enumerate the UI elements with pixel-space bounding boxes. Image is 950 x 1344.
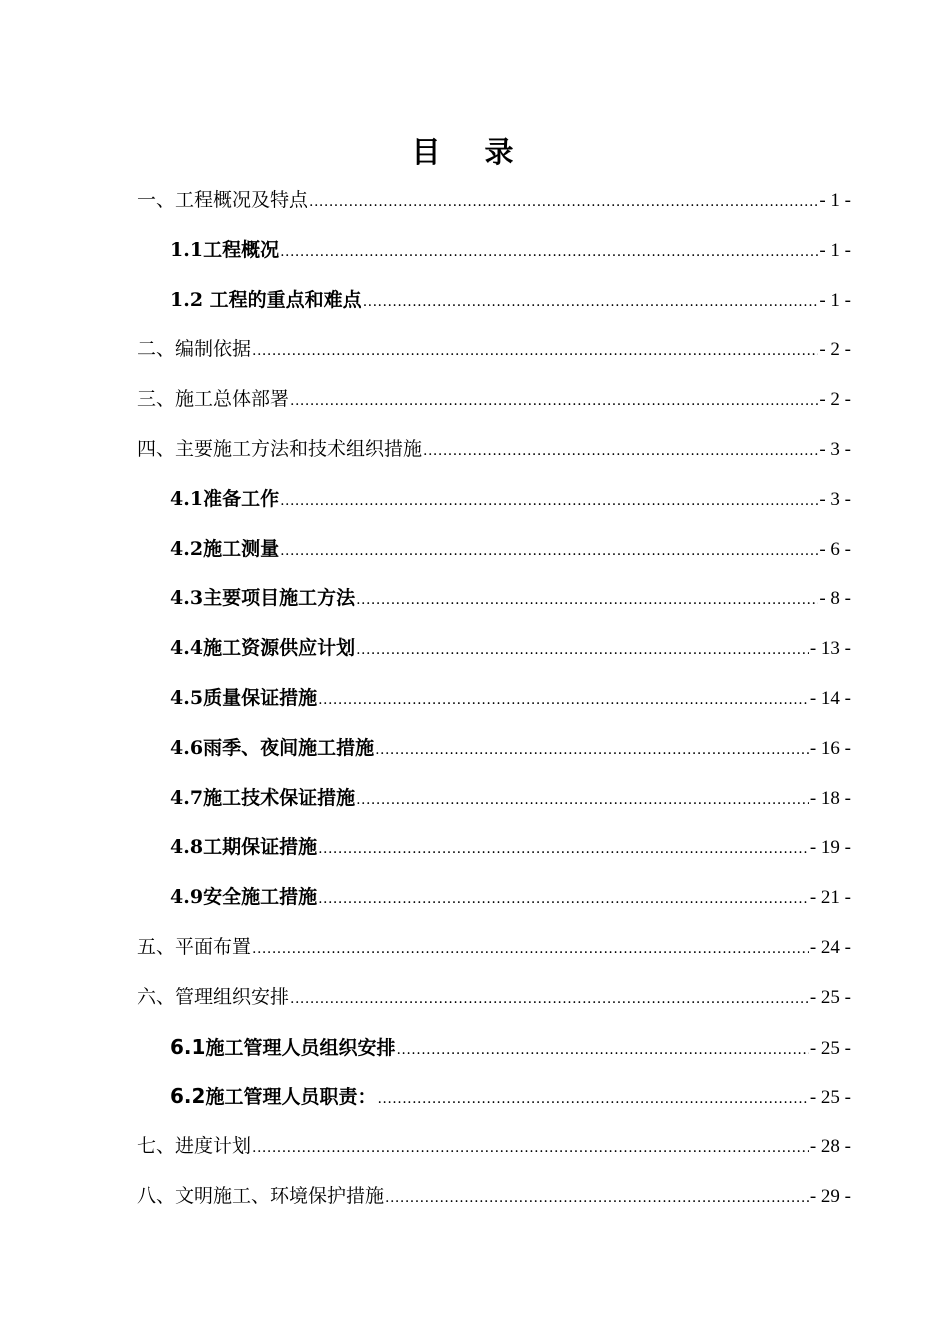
toc-page-number: - 21 -: [809, 887, 851, 909]
toc-entry-label: 八、文明施工、环境保护措施: [137, 1184, 385, 1207]
table-of-contents: [137, 176, 851, 1222]
toc-page-number: - 25 -: [809, 1087, 851, 1109]
dot-leader: [318, 676, 809, 726]
toc-entry-number: 1.2: [170, 288, 210, 311]
toc-page-number: - 25 -: [809, 986, 851, 1008]
dot-leader: [280, 228, 818, 278]
dot-leader: [318, 825, 809, 875]
toc-title: [0, 130, 925, 174]
toc-entry-2[interactable]: [137, 325, 851, 375]
toc-entry-number: 6.2: [170, 1084, 206, 1109]
toc-entry-label: [170, 1072, 376, 1123]
toc-entry-label: [170, 774, 355, 824]
toc-entry-text: 施工管理人员组织安排: [205, 1036, 396, 1059]
toc-entry-number: 4.3: [170, 587, 204, 610]
toc-entry-7[interactable]: [137, 1122, 851, 1172]
toc-entry-label: 二、编制依据: [137, 338, 252, 361]
toc-entry-label: 一、工程概况及特点: [137, 189, 309, 211]
dot-leader: [356, 576, 818, 626]
toc-entry-label: 六、管理组织安排: [137, 985, 290, 1008]
toc-entry-label: [170, 226, 279, 276]
toc-entry-text: 工程概况: [203, 238, 280, 261]
toc-page-number: - 18 -: [809, 787, 851, 809]
dot-leader: [385, 1174, 809, 1224]
toc-entry-text: 主要项目施工方法: [203, 587, 356, 610]
toc-entry-number: 1.1: [170, 238, 204, 261]
toc-page-number: - 29 -: [809, 1185, 851, 1207]
toc-title-char-2: 录: [484, 135, 514, 169]
toc-entry-number: 4.8: [170, 836, 204, 859]
toc-entry-number: 4.1: [170, 487, 204, 510]
dot-leader: [290, 975, 809, 1025]
dot-leader: [377, 1075, 808, 1125]
toc-entry-text: 施工资源供应计划: [203, 637, 356, 660]
toc-page-number: - 2 -: [819, 389, 851, 411]
toc-entry-number: 6.1: [170, 1034, 206, 1059]
dot-leader: [363, 278, 819, 328]
toc-entry-label: 七、进度计划: [137, 1135, 252, 1158]
dot-leader: [318, 875, 809, 925]
toc-entry-number: 4.7: [170, 786, 204, 809]
toc-entry-number: 4.2: [170, 537, 204, 560]
toc-entry-4-4[interactable]: [137, 624, 851, 674]
toc-entry-1[interactable]: [137, 176, 851, 226]
toc-entry-8[interactable]: [137, 1172, 851, 1222]
toc-page-number: - 6 -: [819, 538, 851, 560]
toc-entry-label: 三、施工总体部署: [137, 388, 290, 411]
toc-entry-text: 工程的重点和难点: [209, 288, 362, 311]
toc-entry-text: 质量保证措施: [203, 686, 318, 709]
toc-entry-text: 施工技术保证措施: [203, 786, 356, 809]
dot-leader: [309, 178, 818, 228]
toc-entry-6-1[interactable]: [137, 1023, 851, 1073]
dot-leader: [375, 726, 809, 776]
toc-page-number: - 1 -: [819, 190, 851, 211]
toc-entry-4-8[interactable]: [137, 823, 851, 873]
toc-page-number: - 8 -: [819, 588, 851, 610]
toc-entry-label: [170, 873, 317, 923]
toc-page-number: - 1 -: [819, 289, 851, 311]
toc-entry-4-9[interactable]: [137, 873, 851, 923]
dot-leader: [423, 427, 818, 477]
toc-title-char-1: 目: [411, 135, 441, 169]
toc-entry-label: [170, 724, 374, 774]
toc-entry-text: 施工管理人员职责：: [205, 1086, 377, 1109]
toc-entry-4-6[interactable]: [137, 724, 851, 774]
dot-leader: [280, 477, 818, 527]
toc-entry-text: 准备工作: [203, 487, 280, 510]
toc-page-number: - 3 -: [819, 488, 851, 510]
toc-page-number: - 25 -: [809, 1037, 851, 1059]
toc-page-number: - 24 -: [809, 936, 851, 958]
toc-entry-label: [170, 674, 317, 724]
toc-entry-3[interactable]: [137, 375, 851, 425]
toc-entry-1-1[interactable]: [137, 226, 851, 276]
toc-page-number: - 1 -: [819, 239, 851, 261]
toc-entry-number: 4.9: [170, 886, 204, 909]
toc-page-number: - 13 -: [809, 638, 851, 660]
toc-entry-5[interactable]: [137, 923, 851, 973]
toc-entry-6[interactable]: [137, 973, 851, 1023]
toc-page-number: - 2 -: [819, 339, 851, 361]
toc-entry-4-1[interactable]: [137, 475, 851, 525]
toc-entry-4-2[interactable]: [137, 525, 851, 575]
toc-page-number: - 28 -: [809, 1136, 851, 1158]
toc-entry-label: [170, 624, 355, 674]
toc-entry-4-5[interactable]: [137, 674, 851, 724]
toc-entry-text: 雨季、夜间施工措施: [203, 736, 375, 759]
toc-entry-text: 施工测量: [203, 537, 280, 560]
toc-page-number: - 16 -: [809, 737, 851, 759]
dot-leader: [356, 776, 809, 826]
toc-entry-number: 4.4: [170, 637, 204, 660]
toc-page-number: - 3 -: [819, 438, 851, 460]
toc-entry-4-3[interactable]: [137, 574, 851, 624]
toc-entry-4-7[interactable]: [137, 774, 851, 824]
dot-leader: [252, 925, 809, 975]
dot-leader: [356, 626, 809, 676]
toc-entry-label: [170, 823, 317, 873]
toc-entry-number: 4.6: [170, 736, 204, 759]
toc-entry-1-2[interactable]: [137, 276, 851, 326]
toc-entry-text: 工期保证措施: [203, 836, 318, 859]
dot-leader: [252, 327, 818, 377]
toc-entry-label: [170, 276, 362, 326]
dot-leader: [396, 1026, 808, 1076]
toc-page-number: - 14 -: [809, 687, 851, 709]
toc-entry-label: 四、主要施工方法和技术组织措施: [137, 437, 423, 460]
toc-entry-label: [170, 1023, 395, 1074]
toc-entry-label: 五、平面布置: [137, 935, 252, 958]
toc-entry-label: [170, 525, 279, 575]
toc-entry-label: [170, 475, 279, 525]
toc-entry-4[interactable]: [137, 425, 851, 475]
toc-entry-label: [170, 574, 355, 624]
toc-page-number: - 19 -: [809, 837, 851, 859]
dot-leader: [290, 377, 818, 427]
dot-leader: [252, 1124, 809, 1174]
toc-entry-number: 4.5: [170, 686, 204, 709]
dot-leader: [280, 527, 818, 577]
toc-entry-text: 安全施工措施: [203, 886, 318, 909]
toc-entry-6-2[interactable]: [137, 1072, 851, 1122]
